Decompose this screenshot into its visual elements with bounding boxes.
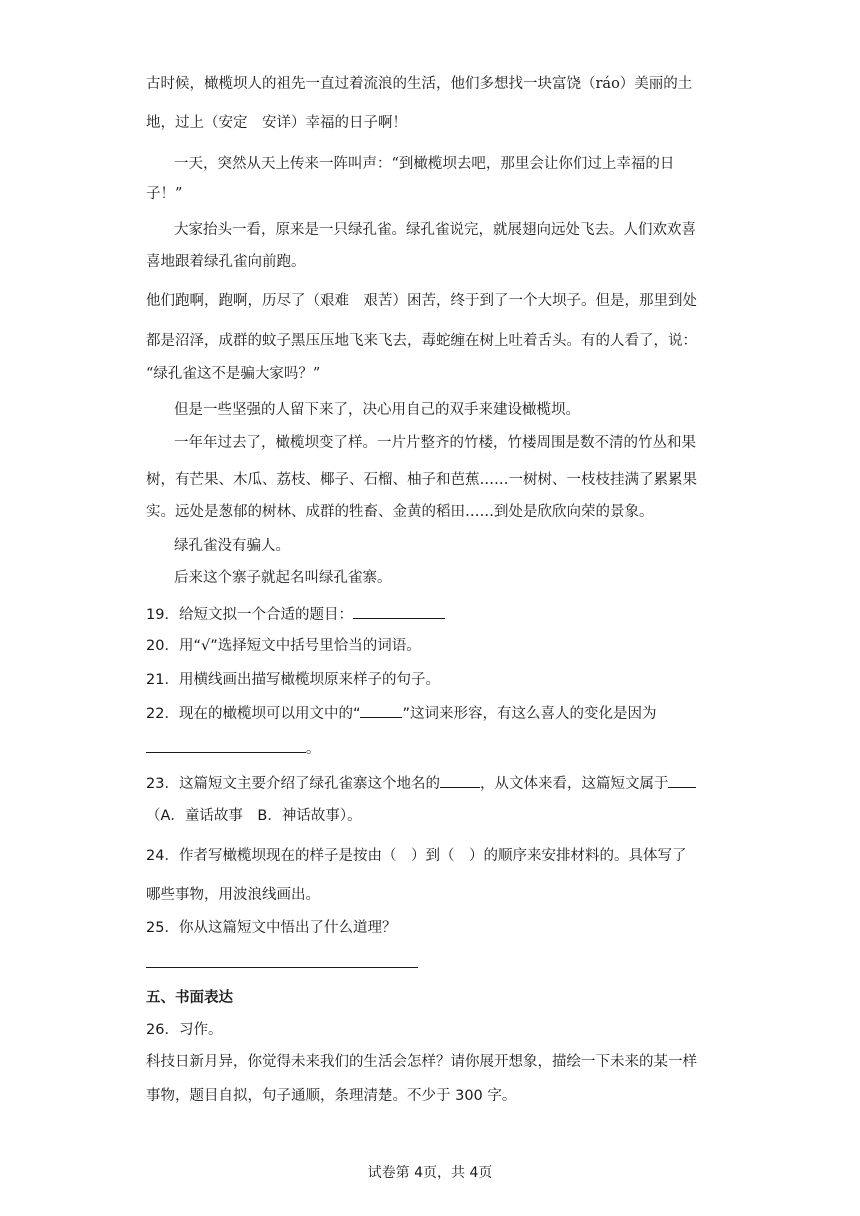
passage-line: 地，过上（安定 安详）幸福的日子啊！	[146, 115, 407, 131]
question-22-text: ”这词来形容，有这么喜人的变化是因为	[402, 706, 657, 722]
passage-line: 喜地跟着绿孔雀向前跑。	[146, 254, 306, 270]
essay-prompt: 科技日新月异，你觉得未来我们的生活会怎样？请你展开想象，描绘一下未来的某一样	[146, 1054, 697, 1070]
question-21: 21．用横线画出描写橄榄坝原来样子的句子。	[146, 672, 440, 688]
answer-blank[interactable]	[360, 703, 402, 718]
passage-line: 后来这个寨子就起名叫绿孔雀寨。	[174, 570, 392, 586]
question-23-text: 23．这篇短文主要介绍了绿孔雀寨这个地名的	[146, 776, 440, 792]
passage-line: 大家抬头一看，原来是一只绿孔雀。绿孔雀说完，就展翅向远处飞去。人们欢欢喜	[174, 222, 696, 238]
passage-line: 古时候，橄榄坝人的祖先一直过着流浪的生活，他们多想找一块富饶（ráo）美丽的土	[146, 76, 693, 92]
question-19-text: 19．给短文拟一个合适的题目：	[146, 607, 353, 623]
question-26: 26．习作。	[146, 1022, 223, 1038]
passage-line: 都是沼泽，成群的蚊子黑压压地飞来飞去，毒蛇缠在树上吐着舌头。有的人看了，说：	[146, 333, 697, 349]
answer-blank[interactable]	[146, 738, 306, 753]
question-20: 20．用“√”选择短文中括号里恰当的词语。	[146, 638, 421, 654]
section-heading: 五、书面表达	[146, 990, 233, 1006]
question-25: 25．你从这篇短文中悟出了什么道理？	[146, 920, 397, 936]
passage-line: 一天，突然从天上传来一阵叫声：“到橄榄坝去吧，那里会让你们过上幸福的日	[174, 156, 675, 172]
essay-prompt: 事物，题目自拟，句子通顺，条理清楚。不少于 300 字。	[146, 1088, 517, 1104]
passage-line: “绿孔雀这不是骗大家吗？”	[146, 366, 321, 382]
answer-blank[interactable]	[440, 773, 480, 788]
question-22-end: 。	[306, 741, 321, 757]
passage-line: 他们跑啊，跑啊，历尽了（艰难 艰苦）困苦，终于到了一个大坝子。但是，那里到处	[146, 293, 697, 309]
question-24-continuation: 哪些事物，用波浪线画出。	[146, 887, 320, 903]
question-23-text: ，从文体来看，这篇短文属于	[479, 776, 669, 792]
answer-line[interactable]	[146, 967, 418, 968]
passage-line: 一年年过去了，橄榄坝变了样。一片片整齐的竹楼，竹楼周围是数不清的竹丛和果	[174, 435, 696, 451]
question-19	[146, 604, 445, 625]
passage-line: 实。远处是葱郁的树林、成群的牲畜、金黄的稻田……到处是欣欣向荣的景象。	[146, 504, 654, 520]
passage-line: 绿孔雀没有骗人。	[174, 538, 290, 554]
passage-line: 但是一些坚强的人留下来了，决心用自己的双手来建设橄榄坝。	[174, 402, 580, 418]
question-24: 24．作者写橄榄坝现在的样子是按由（ ）到（ ）的顺序来安排材料的。具体写了	[146, 848, 687, 864]
question-23	[146, 773, 696, 794]
passage-line: 树，有芒果、木瓜、荔枝、椰子、石榴、柚子和芭蕉……一树树、一枝枝挂满了累累果	[146, 472, 697, 488]
page-footer: 试卷第 4页，共 4页	[367, 1165, 493, 1181]
question-22-text: 22．现在的橄榄坝可以用文中的“	[146, 706, 361, 722]
answer-blank[interactable]	[353, 604, 445, 619]
answer-blank[interactable]	[668, 773, 696, 788]
question-23-options: （A．童话故事 B．神话故事）。	[146, 808, 362, 824]
passage-line: 子！”	[146, 186, 183, 202]
question-22	[146, 703, 656, 724]
question-22-continuation	[146, 738, 321, 759]
